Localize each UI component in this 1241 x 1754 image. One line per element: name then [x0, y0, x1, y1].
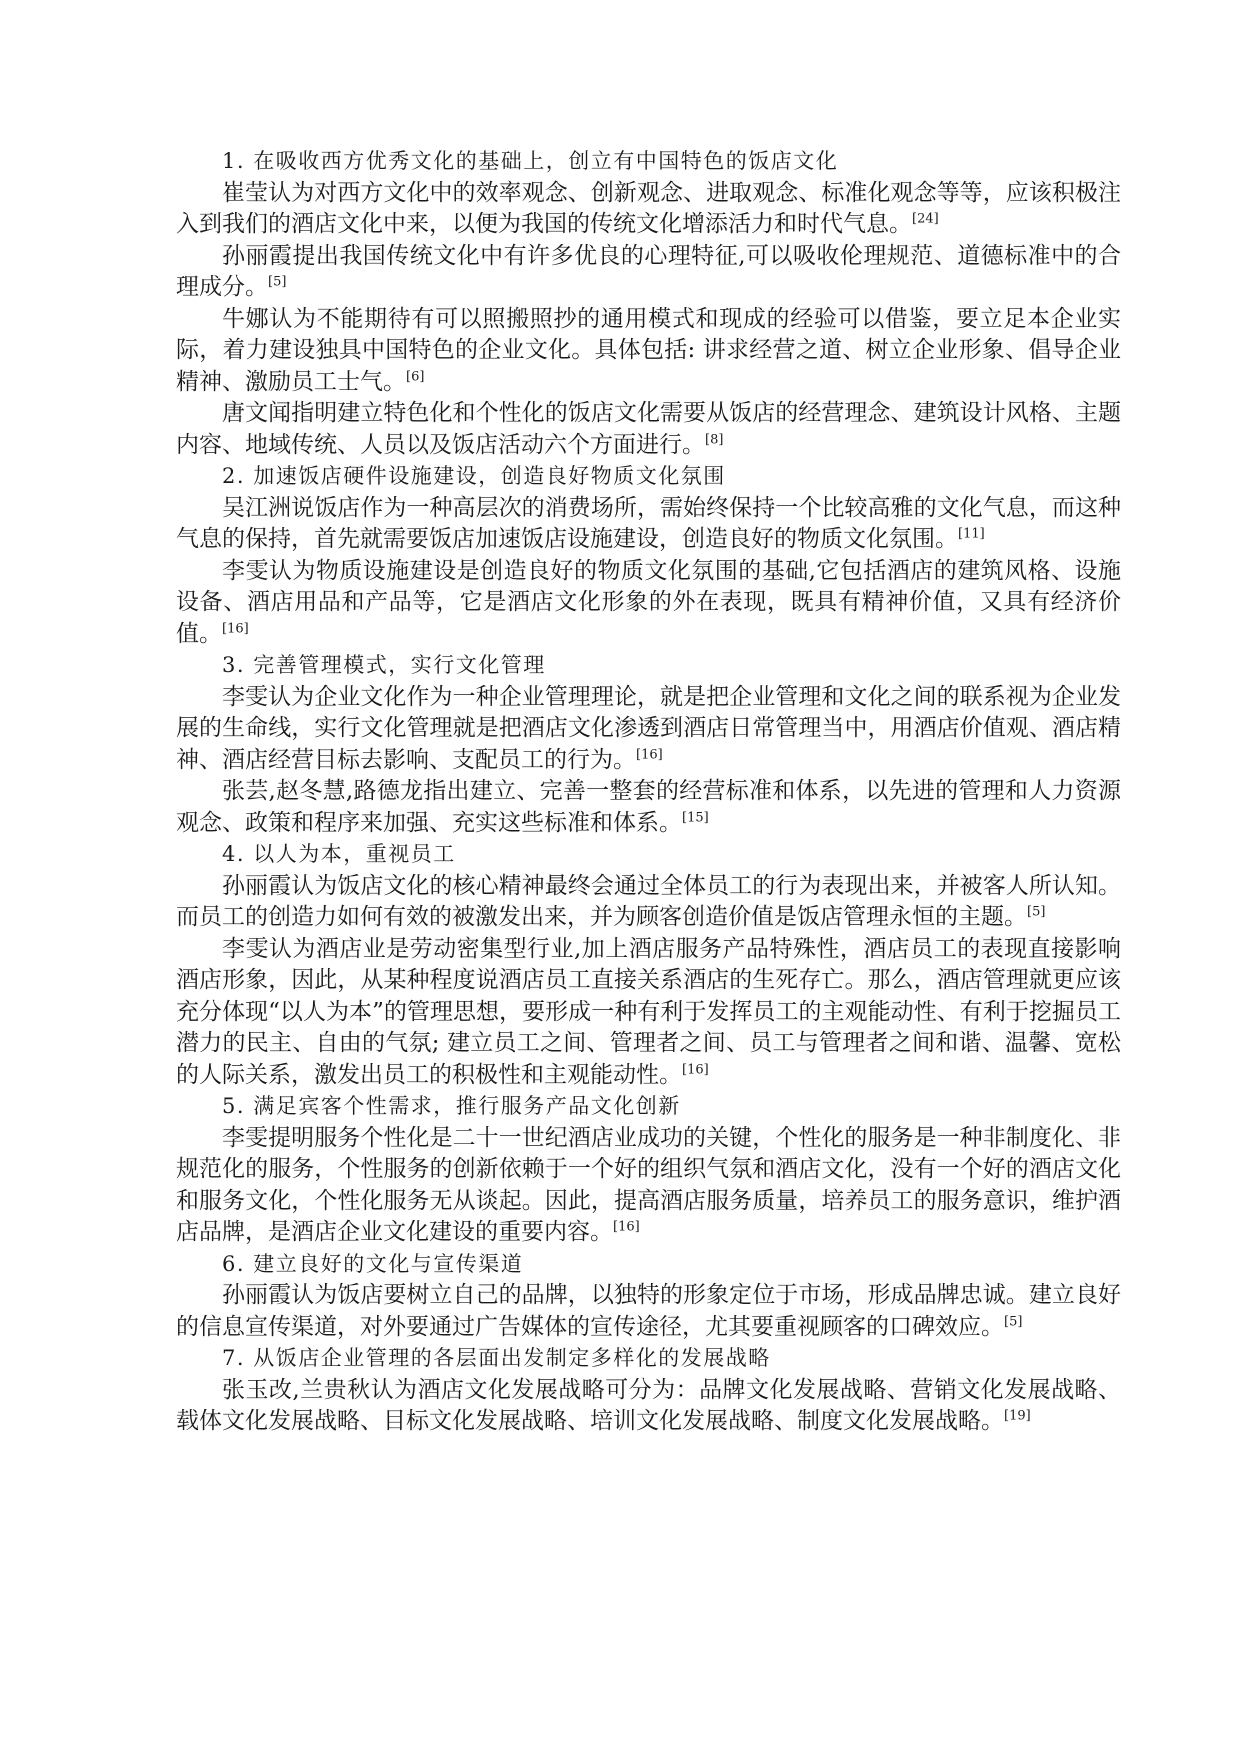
section-heading: 4. 以人为本，重视员工	[222, 842, 456, 866]
citation: [11]	[958, 526, 985, 542]
section-heading: 1. 在吸收西方优秀文化的基础上，创立有中国特色的饭店文化	[222, 149, 839, 173]
citation: [15]	[682, 809, 709, 825]
section-heading: 3. 完善管理模式，实行文化管理	[222, 653, 546, 677]
citation: [5]	[1004, 1313, 1023, 1329]
section-heading: 5. 满足宾客个性需求，推行服务产品文化创新	[222, 1094, 681, 1118]
citation: [5]	[268, 274, 287, 290]
citation: [16]	[636, 746, 663, 762]
paragraph: 李雯提明服务个性化是二十一世纪酒店业成功的关键，个性化的服务是一种非制度化、非规范化的服务，个性服务的创新依赖于一个好的组织气氛和酒店文化，没有一个好的酒店文化和服务文化，个性化服务无从谈起。因此，提高酒店服务质量，培养员工的服务意识，维护酒店品牌，是酒店企业文化建设的重要内容。[16]	[176, 1124, 1121, 1245]
citation: [19]	[1004, 1408, 1031, 1424]
citation: [6]	[406, 368, 425, 384]
citation: [16]	[613, 1219, 640, 1235]
section-heading: 2. 加速饭店硬件设施建设，创造良好物质文化氛围	[222, 464, 726, 488]
citation: [16]	[682, 1061, 709, 1077]
section-heading: 6. 建立良好的文化与宣传渠道	[222, 1251, 524, 1276]
paragraph: 张玉改,兰贵秋认为酒店文化发展战略可分为：品牌文化发展战略、营销文化发展战略、载体文化发展战略、目标文化发展战略、培训文化发展战略、制度文化发展战略。[19]	[176, 1376, 1121, 1434]
citation: [5]	[1027, 904, 1046, 920]
paragraph: 孙丽霞认为饭店要树立自己的品牌，以独特的形象定位于市场，形成品牌忠诚。建立良好的信息宣传渠道，对外要通过广告媒体的宣传途径，尤其要重视顾客的口碑效应。[5]	[176, 1282, 1121, 1340]
paragraph: 李雯认为企业文化作为一种企业管理理论，就是把企业管理和文化之间的联系视为企业发展的生命线，实行文化管理就是把酒店文化渗透到酒店日常管理当中，用酒店价值观、酒店精神、酒店经营目标去影响、支配员工的行为。[16]	[176, 683, 1121, 773]
paragraph: 李雯认为酒店业是劳动密集型行业,加上酒店服务产品特殊性，酒店员工的表现直接影响酒店形象，因此，从某种程度说酒店员工直接关系酒店的生死存亡。那么，酒店管理就更应该充分体现“以人为本”的管理思想，要形成一种有利于发挥员工的主观能动性、有利于挖掘员工潜力的民主、自由的气氛; 建立员工之间、管理者之间、员工与管理者之间和谐、温馨、宽松的人际关系，激发出员工的积极性和主观能动性。[16]	[176, 935, 1121, 1088]
paragraph: 孙丽霞提出我国传统文化中有许多优良的心理特征,可以吸收伦理规范、道德标准中的合理成分。[5]	[176, 242, 1121, 300]
paragraph: 唐文闻指明建立特色化和个性化的饭店文化需要从饭店的经营理念、建筑设计风格、主题内容、地域传统、人员以及饭店活动六个方面进行。[8]	[176, 400, 1121, 458]
document-page	[176, 146, 1121, 1438]
paragraph: 李雯认为物质设施建设是创造良好的物质文化氛围的基础,它包括酒店的建筑风格、设施设备、酒店用品和产品等，它是酒店文化形象的外在表现，既具有精神价值，又具有经济价值。[16]	[176, 557, 1121, 647]
section-heading: 7. 从饭店企业管理的各层面出发制定多样化的发展战略	[222, 1346, 771, 1370]
paragraph: 崔莹认为对西方文化中的效率观念、创新观念、进取观念、标准化观念等等，应该积极注入到我们的酒店文化中来，以便为我国的传统文化增添活力和时代气息。[24]	[176, 179, 1121, 237]
paragraph: 孙丽霞认为饭店文化的核心精神最终会通过全体员工的行为表现出来，并被客人所认知。而员工的创造力如何有效的被激发出来，并为顾客创造价值是饭店管理永恒的主题。[5]	[176, 872, 1121, 930]
citation: [24]	[912, 211, 939, 227]
paragraph: 牛娜认为不能期待有可以照搬照抄的通用模式和现成的经验可以借鉴，要立足本企业实际，着力建设独具中国特色的企业文化。具体包括: 讲求经营之道、树立企业形象、倡导企业精神、激励员工士气。[6]	[176, 305, 1121, 395]
paragraph: 张芸,赵冬慧,路德龙指出建立、完善一整套的经营标准和体系，以先进的管理和人力资源观念、政策和程序来加强、充实这些标准和体系。[15]	[176, 778, 1121, 836]
paragraph: 吴江洲说饭店作为一种高层次的消费场所，需始终保持一个比较高雅的文化气息，而这种气息的保持，首先就需要饭店加速饭店设施建设，创造良好的物质文化氛围。[11]	[176, 494, 1121, 552]
citation: [8]	[705, 431, 724, 447]
citation: [16]	[222, 620, 249, 636]
